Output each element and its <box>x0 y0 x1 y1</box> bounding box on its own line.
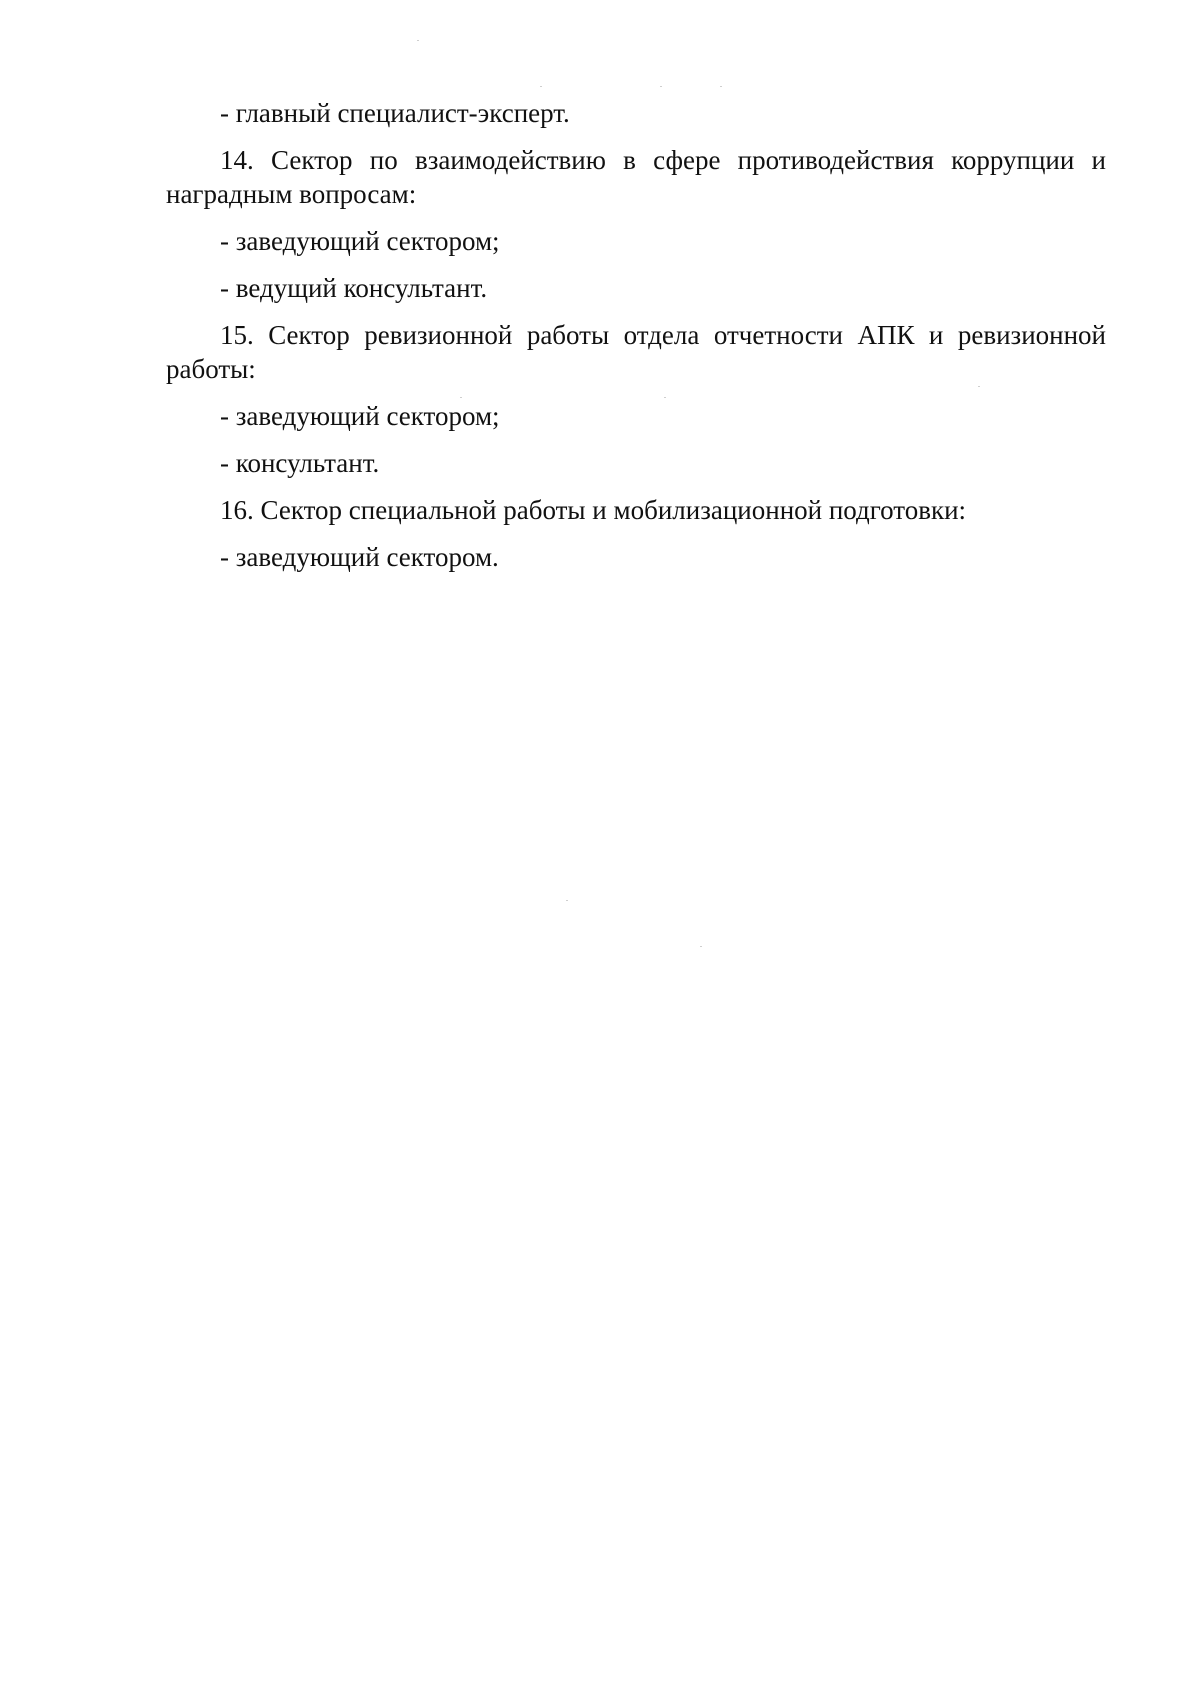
scan-speck <box>540 86 542 87</box>
scan-speck <box>664 397 666 398</box>
scan-speck <box>660 86 662 87</box>
position-main-specialist-expert: - главный специалист-эксперт. <box>220 98 570 128</box>
document-body <box>166 96 1106 587</box>
scan-speck <box>460 397 462 398</box>
scan-speck <box>700 946 702 947</box>
position-head-of-sector: - заведующий сектором; <box>220 401 500 431</box>
position-consultant: - консультант. <box>220 448 380 478</box>
section-14-heading <box>166 143 1106 211</box>
section-15-line-1: 15. Сектор ревизионной работы отдела отчетности АПК и ревизионной <box>220 320 1106 350</box>
scan-speck <box>417 40 419 41</box>
position-head-of-sector: - заведующий сектором; <box>220 226 500 256</box>
position-leading-consultant: - ведущий консультант. <box>220 273 488 303</box>
position-head-of-sector: - заведующий сектором. <box>220 542 499 572</box>
section-14-line-1: 14. Сектор по взаимодействию в сфере противодействия коррупции и <box>220 145 1106 175</box>
scan-speck <box>978 386 980 387</box>
section-16-heading: 16. Сектор специальной работы и мобилизационной подготовки: <box>220 495 967 525</box>
scan-speck <box>566 900 568 901</box>
section-14-line-2: наградным вопросам: <box>166 179 417 209</box>
section-15-heading <box>166 318 1106 386</box>
section-15-line-2: работы: <box>166 354 256 384</box>
scan-speck <box>720 86 722 87</box>
